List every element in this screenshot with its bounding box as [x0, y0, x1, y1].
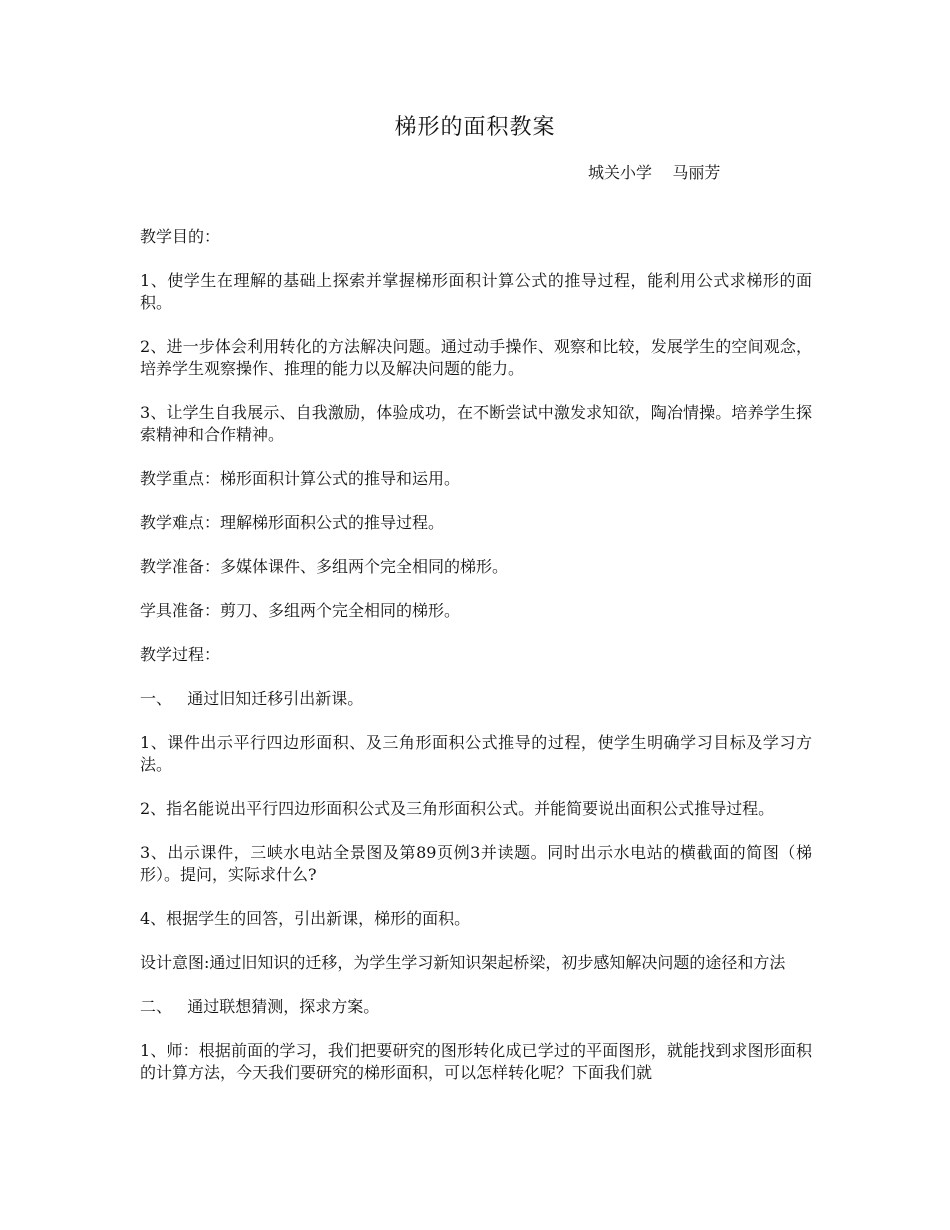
paragraph-student-prep: 学具准备：剪刀、多组两个完全相同的梯形。: [140, 601, 461, 620]
paragraph: 3、让学生自我展示、自我激励，体验成功，在不断尝试中激发求知欲，陶冶情操。培养学生探索精神和合作精神。: [140, 403, 812, 444]
document-author: 城关小学 马丽芳: [588, 163, 721, 182]
paragraph: 1、课件出示平行四边形面积、及三角形面积公式推导的过程，使学生明确学习目标及学习方法。: [140, 733, 812, 774]
paragraph: 1、使学生在理解的基础上探索并掌握梯形面积计算公式的推导过程，能利用公式求梯形的面积。: [140, 271, 812, 312]
paragraph-teaching-prep: 教学准备：多媒体课件、多组两个完全相同的梯形。: [140, 557, 509, 576]
document-title: 梯形的面积教案: [394, 115, 556, 140]
paragraph: 1、师：根据前面的学习，我们把要研究的图形转化成已学过的平面图形，就能找到求图形面积的计算方法，今天我们要研究的梯形面积，可以怎样转化呢？下面我们就: [140, 1041, 812, 1082]
paragraph: 2、指名能说出平行四边形面积公式及三角形面积公式。并能简要说出面积公式推导过程。: [140, 799, 775, 818]
section-heading-process: 教学过程：: [140, 645, 221, 664]
paragraph: 3、出示课件，三峡水电站全景图及第89页例3并读题。同时出示水电站的横截面的简图（梯形）。提问，实际求什么?: [140, 843, 812, 884]
subsection-heading: 二、 通过联想猜测，探求方案。: [140, 997, 380, 1016]
paragraph: 2、进一步体会利用转化的方法解决问题。通过动手操作、观察和比较，发展学生的空间观念，培养学生观察操作、推理的能力以及解决问题的能力。: [140, 337, 812, 378]
paragraph-design-intent: 设计意图:通过旧知识的迁移，为学生学习新知识架起桥梁，初步感知解决问题的途径和方法: [140, 953, 786, 972]
paragraph: 4、根据学生的回答，引出新课，梯形的面积。: [140, 909, 471, 928]
subsection-heading: 一、 通过旧知迁移引出新课。: [140, 689, 364, 708]
document-body: [140, 226, 812, 1106]
paragraph-key-point: 教学重点：梯形面积计算公式的推导和运用。: [140, 469, 461, 488]
section-heading-objectives: 教学目的：: [140, 227, 221, 246]
paragraph-difficulty: 教学难点：理解梯形面积公式的推导过程。: [140, 513, 445, 532]
